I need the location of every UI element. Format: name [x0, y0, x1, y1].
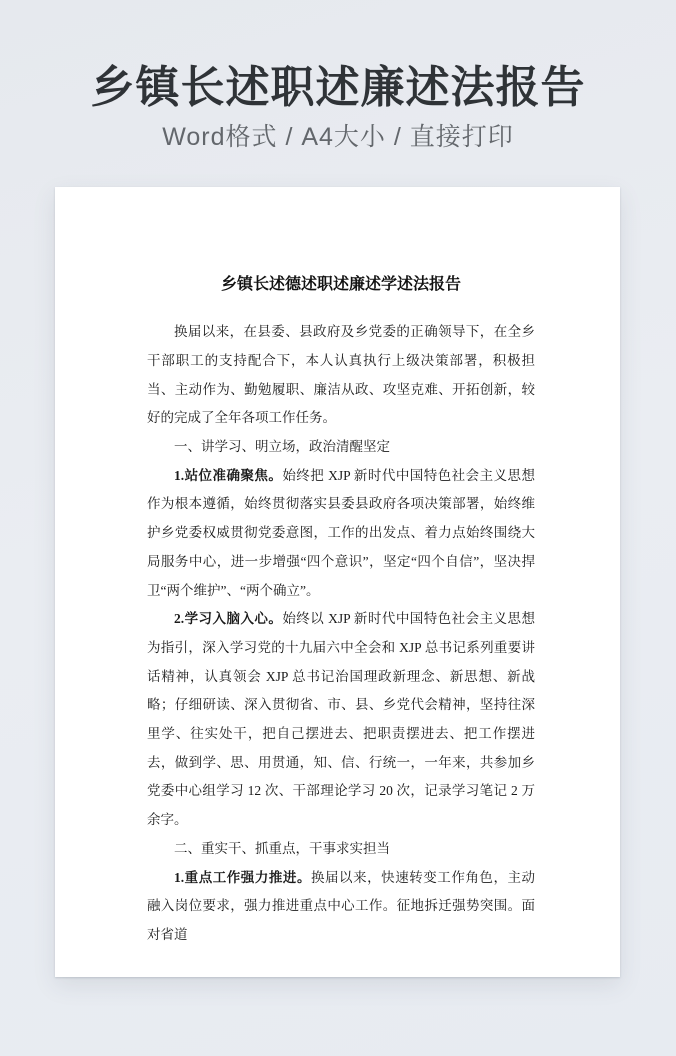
- paragraph-text: 换届以来，快速转变工作角色，主动融入岗位要求，强力推进重点中心工作。征地拆迁强势突围。面对省道: [147, 869, 536, 942]
- section-heading: [147, 433, 535, 462]
- document-paragraph: [147, 462, 535, 606]
- document-title: 乡镇长述德述职述廉述学述法报告: [220, 276, 461, 293]
- document-paragraph: [147, 864, 535, 950]
- paragraph-text: 换届以来，在县委、县政府及乡党委的正确领导下，在全乡干部职工的支持配合下，本人认真执行上级决策部署，积极担当、主动作为、勤勉履职、廉洁从政、攻坚克难、开拓创新，较好的完成了全年各项工作任务。: [147, 324, 535, 426]
- paragraph-text: 一、讲学习、明立场，政治清醒坚定: [174, 439, 390, 454]
- header: [0, 0, 676, 152]
- paragraph-lead: 1.站位准确聚焦。: [174, 467, 283, 483]
- document-page: [55, 187, 620, 977]
- paragraph-lead: 1.重点工作强力推进。: [174, 869, 311, 885]
- paragraph-text: 二、重实干、抓重点，干事求实担当: [174, 840, 390, 856]
- document-paragraph: [147, 605, 535, 835]
- page-subtitle: Word格式 / A4大小 / 直接打印: [162, 123, 514, 152]
- page-title: 乡镇长述职述廉述法报告: [90, 63, 586, 112]
- paragraph-text: 始终以 XJP 新时代中国特色社会主义思想为指引，深入学习党的十九届六中全会和 XJP 总书记系列重要讲话精神，认真领会 XJP 总书记治国理政新理念、新思想、新战略；仔细研读、深入贯彻省、市、县、乡党代会精神，坚持往深里学、往实处干，把自己摆进去、把职责摆进去、把工作摆进去，做到学、思、用贯通，知、信、行统一，一年来，共参加乡党委中心组学习 12 次、干部理论学习 20 次，记录学习笔记 2 万余字。: [147, 611, 535, 828]
- section-heading: [147, 835, 535, 864]
- paragraph-lead: 2.学习入脑入心。: [174, 611, 283, 627]
- document-paragraph: [147, 318, 535, 433]
- paragraph-text: 始终把 XJP 新时代中国特色社会主义思想作为根本遵循，始终贯彻落实县委县政府各项决策部署，始终维护乡党委权威贯彻党委意图，工作的出发点、着力点始终围绕大局服务中心，进一步增强“四个意识”，坚定“四个自信”，坚决捍卫“两个维护”、“两个确立”。: [147, 467, 535, 598]
